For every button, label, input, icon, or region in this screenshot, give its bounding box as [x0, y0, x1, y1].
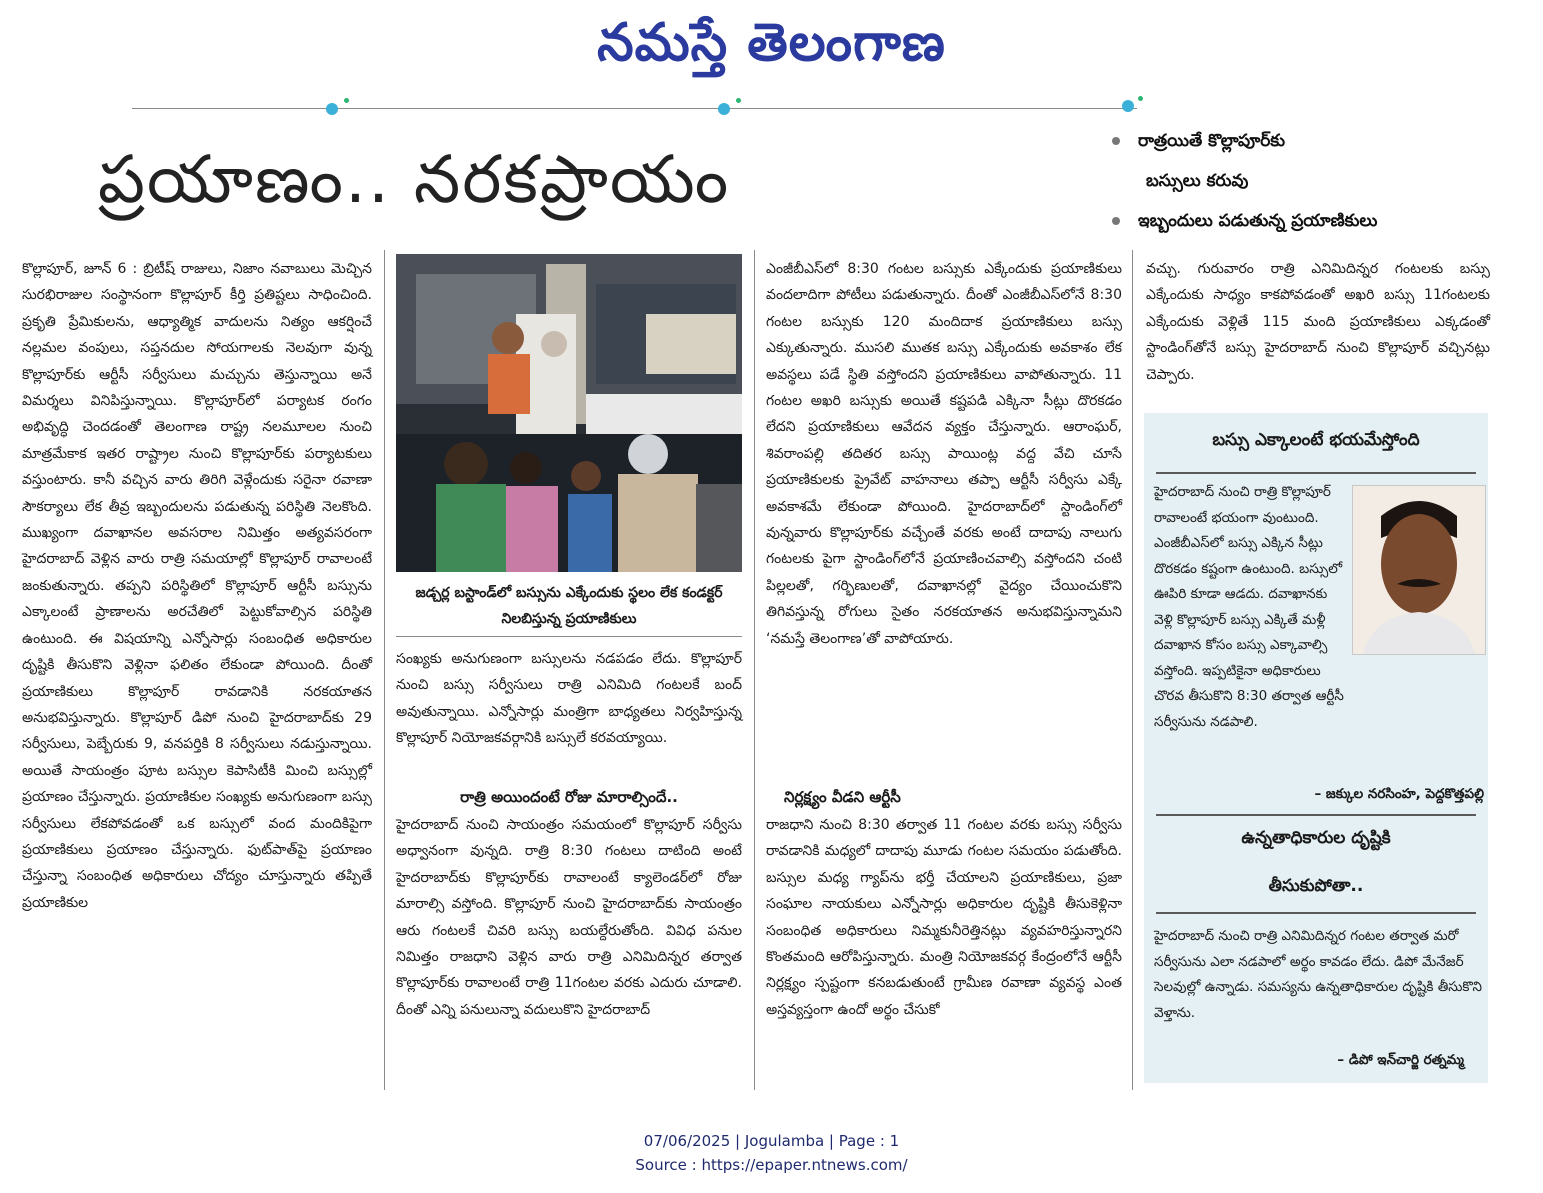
- sidebox-quote-2: [1154, 924, 1484, 1052]
- ornament-dot-small: [1138, 96, 1143, 101]
- article-column-3b: [766, 812, 1122, 1086]
- portrait-illustration: [1353, 486, 1485, 654]
- ornament-dot-small: [344, 98, 349, 103]
- quote-text: హైదరాబాద్‌ నుంచి రాత్రి కొల్లాపూర్‌ రావాలంటే భయంగా వుంటుంది. ఎంజీబీఎస్‌లో బస్సు ఎక్కిన సీట్లు దొరకడం కష్టంగా ఉంటుంది. బస్సులో ఊపిరి కూడా ఆడదు. దవాఖానకు వెళ్లి కొల్లాపూర్‌ బస్సు ఎక్కితే మళ్లీ దవాఖాన కోసం బస్సు ఎక్కావాల్సి వస్తోంది. ఇప్పటికైనా అధికారులు చొరవ తీసుకొని 8:30 తర్వాత ఆర్టీసీ సర్వీసును నడపాలి.: [1154, 484, 1344, 730]
- column-divider: [754, 250, 755, 1090]
- bullet-text: ఇబ్బందులు పడుతున్న ప్రయాణికులు: [1138, 211, 1378, 231]
- bullet-item: [1112, 128, 1285, 154]
- sidebox-rule: [1156, 472, 1476, 474]
- bullet-item: [1112, 208, 1377, 234]
- article-column-1: [22, 256, 372, 1086]
- headline: ప్రయాణం.. నరకప్రాయం: [98, 141, 731, 218]
- bus-crowd-illustration: [396, 254, 742, 572]
- sidebox-rule: [1156, 912, 1476, 914]
- quote-text: హైదరాబాద్‌ నుంచి రాత్రి ఎనిమిదిన్నర గంటల తర్వాత మరో సర్వీసును ఎలా నడపాలో అర్థం కావడం లేదు. డిపో మేనేజర్‌ సెలవుల్లో ఉన్నాడు. సమస్యను ఉన్నతాధికారుల దృష్టికి తీసుకొని వెళ్తాను.: [1154, 928, 1482, 1021]
- ornament-dot: [718, 103, 730, 115]
- article-text: హైదరాబాద్‌ నుంచి సాయంత్రం సమయంలో కొల్లాపూర్‌ సర్వీసు అధ్వానంగా వున్నది. రాత్రి 8:30 గంటలు దాటింది అంటే హైదరాబాద్‌కు కొల్లాపూర్‌కు రావాలంటే క్యాలెండర్‌లో రోజు మారాల్సి వస్తోంది. కొల్లాపూర్‌ నుంచి హైదరాబాద్‌కు సాయంత్రం ఆరు గంటలకే చివరి బస్సు బయల్దేరుతోంది. వివిధ పనుల నిమిత్తం రాజధాని వెళ్లిన వారు రాత్రి ఎనిమిదిన్నర తర్వాత కొల్లాపూర్‌కు రావాలంటే రాత్రి 11గంటల వరకు ఎదురు చూడాలి. దీంతో ఎన్ని పనులున్నా వదులుకొని హైదరాబాద్‌: [396, 817, 742, 1018]
- bullet-item: [1146, 168, 1248, 194]
- caption-rule: [396, 636, 742, 637]
- sidebox-title-2a: ఉన్నతాధికారుల దృష్టికి: [1241, 828, 1391, 848]
- section-subhead: రాత్రి అయిందంటే రోజు మారాల్సిందే..: [460, 788, 678, 806]
- footer-date-edition: 07/06/2025 | Jogulamba | Page : 1: [643, 1132, 900, 1150]
- article-text: ఎంజీబీఎస్‌లో 8:30 గంటల బస్సుకు ఎక్కేందుకు ప్రయాణికులు వందలాదిగా పోటీలు పడుతున్నారు. దీంతో ఎంజీబీఎస్‌లోనే 8:30 గంటల బస్సుకు 120 మందిదాక ప్రయాణికులు బస్సు ఎక్కుతున్నారు. ముసలి ముతక బస్సు ఎక్కేందుకు అవకాశం లేక అవస్థలు పడే స్థితి వస్తోందని ప్రయాణికులు వాపోతున్నారు. 11 గంటల అఖరి బస్సుకు అయితే కష్టపడి ఎక్కినా సీట్లు దొరకడం లేదని ప్రయాణికులు ఆవేదన వ్యక్తం చేస్తున్నారు. ఆరాంఘర్‌, శివరాంపల్లి తదితర బస్సు పాయింట్ల వద్ద వేచి చూసే ప్రయాణికులకు ప్రైవేట్‌ వాహనాలు తప్పా ఆర్టీసీ సర్వీసు ఎక్కే అవకాశమే లేకుండా పోయింది. హైదరాబాద్‌లో స్టాండింగ్‌లో వున్నవారు కొల్లాపూర్‌కు వచ్చేంతే వరకు అంటే దాదాపు నాలుగు గంటలకు పైగా స్టాండింగ్‌లోనే ప్రయాణించవాల్సి వస్తోందని చంటి పిల్లలతో, గర్భిణులతో, దవాఖానల్లో వైద్యం చేయించుకొని తిగివస్తున్న రోగులు సైతం నరకయాతన అనుభవిస్తున్నామని ‘నమస్తే తెలంగాణ’తో వాపోయారు.: [766, 261, 1122, 647]
- masthead: నమస్తే తెలంగాణ: [597, 13, 946, 73]
- ornament-dot: [1122, 100, 1134, 112]
- bullet-icon: [1112, 137, 1120, 145]
- bullet-text: బస్సులు కరువు: [1146, 171, 1249, 191]
- section-subhead: నిర్లక్ష్యం వీడని ఆర్టీసీ: [784, 788, 901, 806]
- sidebox-quote-1: [1154, 480, 1344, 730]
- column-divider: [384, 250, 385, 1090]
- article-text: కొల్లాపూర్‌, జూన్‌ 6 : బ్రిటీష్‌ రాజులు, నిజాం నవాబులు మెచ్చిన సురభిరాజుల సంస్థానంగా కొల్లాపూర్‌ కీర్తి ప్రతిష్టలు సాధించింది. ప్రకృతి ప్రేమికులను, ఆధ్యాత్మిక వాదులను నిత్యం ఆకర్షించే నల్లమల వంపులు, సప్తనదుల సోయగాలకు నెలవుగా వున్న కొల్లాపూర్‌కు ఆర్టీసీ సర్వీసులు మచ్చును తెస్తున్నాయి అనే విమర్శలు వినిపిస్తున్నాయి. కొల్లాపూర్‌లో పర్యాటక రంగం అభివృద్ధి చెందడంతో తెలంగాణ రాష్ట్ర నలమూలల నుంచి మాత్రమేకాక ఇతర రాష్ట్రాల నుంచి కొల్లాపూర్‌కు పర్యాటకులు వస్తుంటారు. కానీ వచ్చిన వారు తిరిగి వెళ్లేందుకు సరైనా రవాణా సౌకర్యాలు లేక తీవ్ర ఇబ్బందులను పడుతున్న పరిస్థితి నెలకొంది. ముఖ్యంగా దవాఖానల అవసరాల నిమిత్తం అత్యవసరంగా హైదరాబాద్‌ వెళ్లిన వారు రాత్రి సమయాల్లో కొల్లాపూర్‌ రావాలంటే జంకుతున్నారు. తప్పని పరిస్థితిలో కొల్లాపూర్‌ ఆర్టీసీ బస్సును ఎక్కాలంటే ప్రాణాలను అరచేతిలో పెట్టుకోవాల్సిన పరిస్థితి ఉంటుంది. ఈ విషయాన్ని ఎన్నోసార్లు సంబంధిత అధికారుల దృష్టికి తీసుకొని వెళ్లినా ఫలితం లేకుండా పోయింది. దీంతో ప్రయాణికులు కొల్లాపూర్‌ రావడానికి నరకయాతన అనుభవిస్తున్నారు. కొల్లాపూర్‌ డిపో నుంచి హైదరాబాద్‌కు 29 సర్వీసులు, పెబ్బేరుకు 9, వనపర్తికి 8 సర్వీసులు నడుస్తున్నాయి. అయితే సాయంత్రం పూట బస్సుల కెపాసిటీకి మించి బస్సుల్లో ప్రయాణం చేస్తున్నారు. ప్రయాణికుల సంఖ్యకు అనుగుణంగా బస్సు సర్వీసులు లేకపోవడంతో ఒక బస్సులో వంద మందికిపైగా ప్రయాణికులు ప్రయాణం చేస్తున్నారు. ఫుట్‌పాత్‌పై ప్రయాణం చేస్తున్నా సంబంధిత అధికారులు చోద్యం చూస్తున్నారు తప్పితే ప్రయాణికుల: [22, 261, 372, 911]
- ornament-dot: [326, 103, 338, 115]
- bullet-icon: [1112, 217, 1120, 225]
- bullet-text: రాత్రయితే కొల్లాపూర్‌కు: [1138, 131, 1286, 151]
- article-column-2b: [396, 812, 742, 1086]
- article-text: వచ్చు. గురువారం రాత్రి ఎనిమిదిన్నర గంటలకు బస్సు ఎక్కేందుకు సాధ్యం కాకపోవడంతో అఖరి బస్సు 11గంటలకు ఎక్కేందుకు వెళ్లితే 115 మంది ప్రయాణికులు ఎక్కడంతో స్టాండింగ్‌తోనే బస్సు హైదరాబాద్‌ నుంచి కొల్లాపూర్‌ వచ్చినట్లు చెప్పారు.: [1146, 261, 1490, 383]
- photo-caption: జడ్చర్ల బస్టాండ్‌లో బస్సును ఎక్కేందుకు స్థలం లేక కండక్టర్‌ నిలబిస్తున్న ప్రయాణికులు: [415, 585, 723, 627]
- article-column-2a: [396, 646, 742, 778]
- sidebox-title-2b: తీసుకుపోతా..: [1268, 876, 1364, 896]
- sidebox-signature-2: – డిపో ఇన్‌చార్జి రత్నమ్మ: [1337, 1052, 1464, 1068]
- ornament-dot-small: [736, 98, 741, 103]
- portrait-photo: [1352, 485, 1486, 655]
- sidebox-rule: [1156, 814, 1476, 816]
- article-text: సంఖ్యకు అనుగుణంగా బస్సులను నడపడం లేదు. కొల్లాపూర్‌ నుంచి బస్సు సర్వీసులు రాత్రి ఎనిమిది గంటలకే బంద్‌ అవుతున్నాయి. ఎన్నోసార్లు మంత్రిగా బాధ్యతలు నిర్వహిస్తున్న కొల్లాపూర్‌ నియోజకవర్గానికి బస్సులే కరవయ్యాయి.: [396, 651, 742, 747]
- news-photo-bus-crowd: [396, 254, 742, 572]
- article-column-3a: [766, 256, 1122, 784]
- article-column-4: [1146, 256, 1490, 396]
- footer-source-link[interactable]: Source : https://epaper.ntnews.com/: [635, 1156, 908, 1174]
- top-rule: [132, 108, 1137, 109]
- column-divider: [1132, 250, 1133, 1090]
- sidebox-signature-1: – జక్కుల నరసింహ, పెద్దకొత్తపల్లి: [1314, 786, 1484, 802]
- sidebox-title-1: బస్సు ఎక్కాలంటే భయమేస్తోంది: [1212, 430, 1420, 450]
- article-text: రాజధాని నుంచి 8:30 తర్వాత 11 గంటల వరకు బస్సు సర్వీసు రావడానికి మధ్యలో దాదాపు మూడు గంటల సమయం పడుతోంది. బస్సుల మధ్య గ్యాప్‌ను భర్తీ చేయాలని ప్రయాణికులు, ప్రజా సంఘాల నాయకులు ఎన్నోసార్లు అధికారుల దృష్టికి తీసుకెళ్లినా సంబంధిత అధికారులు నిమ్మకునీరెత్తినట్లు వ్యవహరిస్తున్నారని కొంతమంది ఆరోపిస్తున్నారు. మంత్రి నియోజకవర్గ కేంద్రంలోనే ఆర్టీసీ నిర్లక్ష్యం స్పష్టంగా కనబడుతుంటే గ్రామీణ రవాణా వ్యవస్థ ఎంత అస్తవ్యస్తంగా ఉందో అర్థం చేసుకో: [766, 817, 1122, 1018]
